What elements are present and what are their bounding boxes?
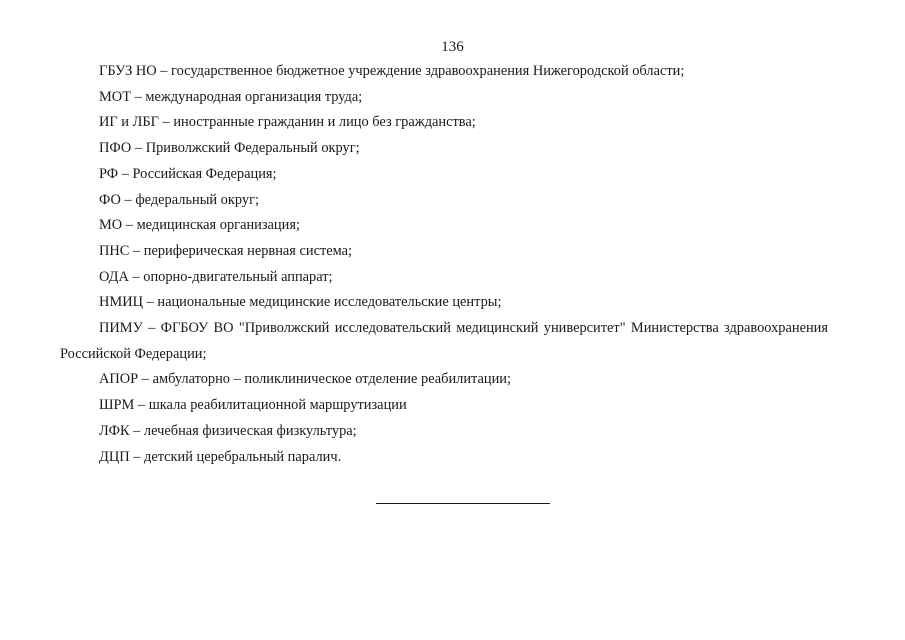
abbreviation-entry-lfk: ЛФК – лечебная физическая физкультура; <box>99 422 357 439</box>
abbreviation-entry-ig-lbg: ИГ и ЛБГ – иностранные гражданин и лицо без гражданства; <box>99 114 476 131</box>
abbreviation-entry-apor: АПОР – амбулаторно – поликлиническое отделение реабилитации; <box>99 371 512 388</box>
abbreviation-entry-mot: МОТ – международная организация труда; <box>99 88 363 105</box>
abbreviation-entry-pns: ПНС – периферическая нервная система; <box>99 242 353 259</box>
abbreviation-entry-oda: ОДА – опорно-двигательный аппарат; <box>99 268 333 285</box>
abbreviation-entry-pimu: ПИМУ – ФГБОУ ВО "Приволжский исследовательский медицинский университет" Министерства здравоохранения Российской Федерации; <box>60 320 828 362</box>
section-separator-line <box>376 503 550 504</box>
abbreviation-entry-pfo: ПФО – Приволжский Федеральный округ; <box>99 140 360 157</box>
abbreviation-entry-shrm: ШРМ – шкала реабилитационной маршрутизации <box>99 397 407 414</box>
abbreviation-entry-gbuz-no: ГБУЗ НО – государственное бюджетное учреждение здравоохранения Нижегородской области; <box>99 63 685 79</box>
abbreviation-entry-dcp: ДЦП – детский церебральный паралич. <box>99 448 342 465</box>
page-number: 136 <box>441 39 464 55</box>
abbreviation-list <box>60 59 828 470</box>
abbreviation-entry-rf: РФ – Российская Федерация; <box>99 165 277 182</box>
abbreviation-entry-fo: ФО – федеральный округ; <box>99 191 259 208</box>
abbreviation-entry-nmic: НМИЦ – национальные медицинские исследовательские центры; <box>99 294 502 311</box>
abbreviation-entry-mo: МО – медицинская организация; <box>99 217 300 234</box>
